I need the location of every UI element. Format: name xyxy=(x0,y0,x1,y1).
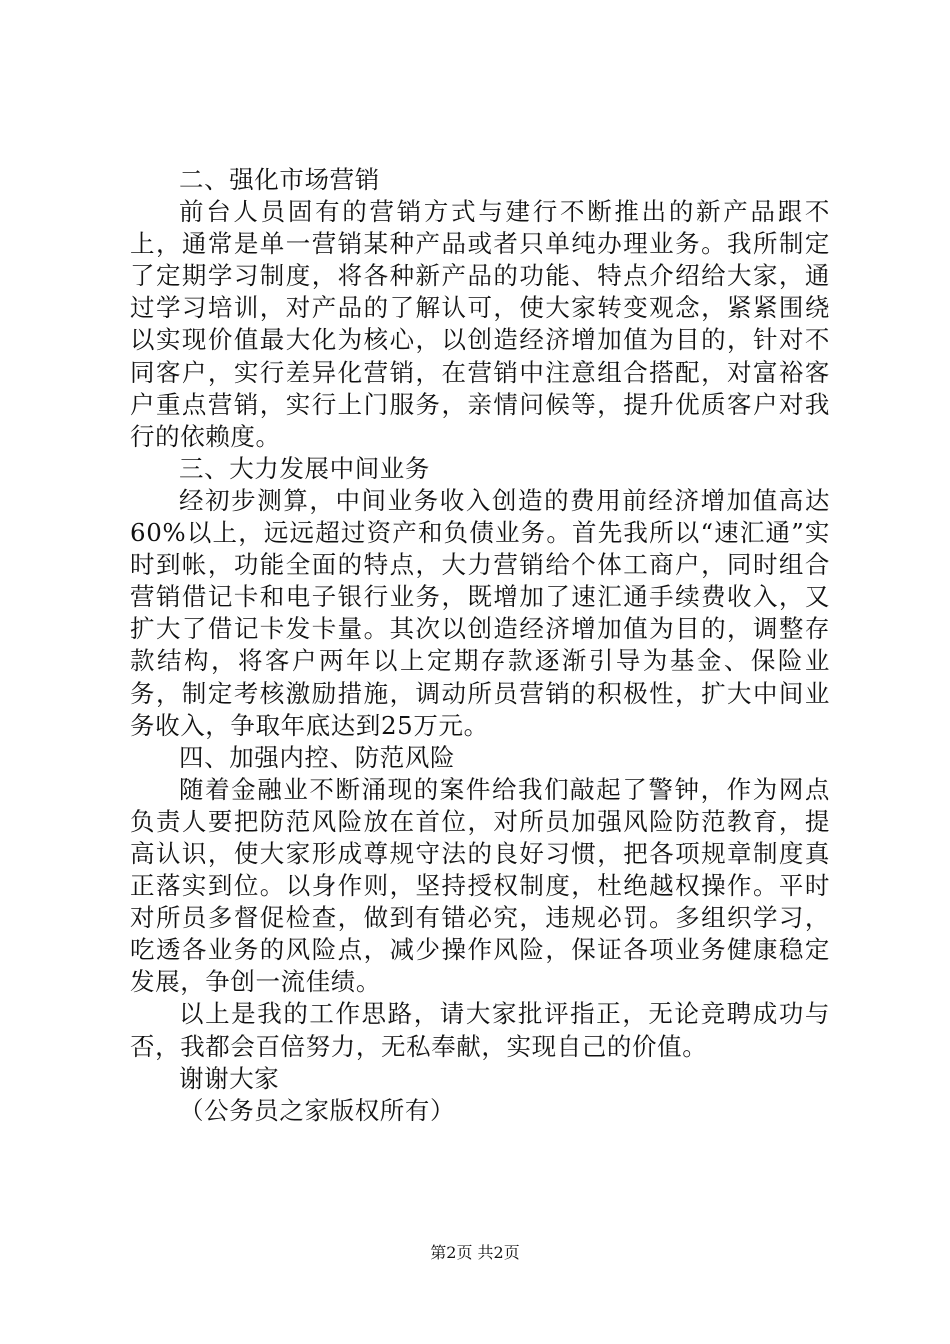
document-body xyxy=(130,164,830,1127)
paragraph-closing: 以上是我的工作思路，请大家批评指正，无论竞聘成功与否，我都会百倍努力，无私奉献，实现自己的价值。 xyxy=(130,999,830,1061)
section-heading-internal-control: 四、加强内控、防范风险 xyxy=(179,742,456,772)
page-footer: 第2页 共2页 xyxy=(430,1243,520,1262)
paragraph-marketing: 前台人员固有的营销方式与建行不断推出的新产品跟不上，通常是单一营销某种产品或者只单纯办理业务。我所制定了定期学习制度，将各种新产品的功能、特点介绍给大家，通过学习培训，对产品的了解认可，使大家转变观念，紧紧围绕以实现价值最大化为核心，以创造经济增加值为目的，针对不同客户，实行差异化营销，在营销中注意组合搭配，对富裕客户重点营销，实行上门服务，亲情问候等，提升优质客户对我行的依赖度。 xyxy=(130,197,830,451)
section-heading-marketing: 二、强化市场营销 xyxy=(179,165,380,194)
thanks-line: 谢谢大家 xyxy=(179,1063,280,1093)
section-heading-intermediate-business: 三、大力发展中间业务 xyxy=(179,453,430,483)
copyright-note: （公务员之家版权所有） xyxy=(179,1095,456,1125)
paragraph-internal-control: 随着金融业不断涌现的案件给我们敲起了警钟，作为网点负责人要把防范风险放在首位，对所员加强风险防范教育，提高认识，使大家形成尊规守法的良好习惯，把各项规章制度真正落实到位。以身作则，坚持授权制度，杜绝越权操作。平时对所员多督促检查，做到有错必究，违规必罚。多组织学习，吃透各业务的风险点，减少操作风险，保证各项业务健康稳定发展，争创一流佳绩。 xyxy=(130,774,830,997)
paragraph-intermediate-business: 经初步测算，中间业务收入创造的费用前经济增加值高达60%以上，远远超过资产和负债业务。首先我所以“速汇通”实时到帐，功能全面的特点，大力营销给个体工商户，同时组合营销借记卡和电子银行业务，既增加了速汇通手续费收入，又扩大了借记卡发卡量。其次以创造经济增加值为目的，调整存款结构，将客户两年以上定期存款逐渐引导为基金、保险业务，制定考核激励措施，调动所员营销的积极性，扩大中间业务收入，争取年底达到25万元。 xyxy=(130,485,830,740)
